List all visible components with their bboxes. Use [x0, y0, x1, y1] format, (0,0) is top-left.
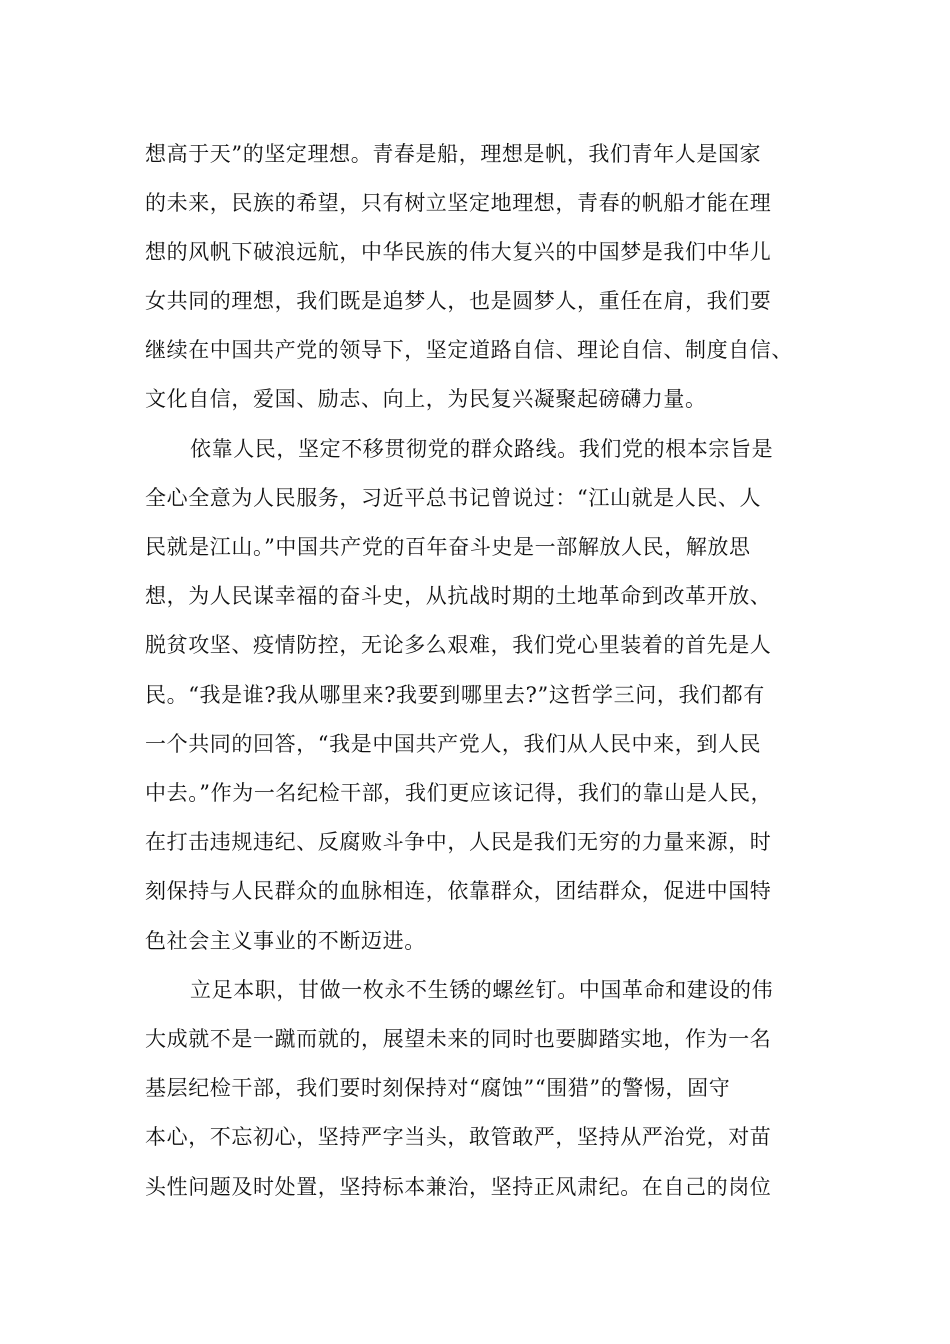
text-line: 一个共同的回答，“我是中国共产党人，我们从人民中来，到人民: [145, 732, 762, 756]
text-line: 本心，不忘初心，坚持严字当头，敢管敢严，坚持从严治党，对苗: [145, 1125, 772, 1149]
text-line: 民就是江山。”中国共产党的百年奋斗史是一部解放人民，解放思: [145, 535, 751, 559]
text-line: 脱贫攻坚、疫情防控，无论多么艰难，我们党心里装着的首先是人: [145, 633, 772, 657]
text-line: 继续在中国共产党的领导下，坚定道路自信、理论自信、制度自信、: [145, 338, 793, 362]
text-line: 的未来，民族的希望，只有树立坚定地理想，青春的帆船才能在理: [145, 191, 772, 215]
text-line: 想，为人民谋幸福的奋斗史，从抗战时期的土地革命到改革开放、: [145, 584, 772, 608]
text-line: 大成就不是一蹴而就的，展望未来的同时也要脚踏实地，作为一名: [145, 1027, 772, 1051]
paragraph-start-line: 立足本职，甘做一枚永不生锈的螺丝钉。中国革命和建设的伟: [190, 978, 774, 1002]
text-line: 在打击违规违纪、反腐败斗争中，人民是我们无穷的力量来源，时: [145, 830, 772, 854]
text-line: 中去。”作为一名纪检干部，我们更应该记得，我们的靠山是人民，: [145, 781, 773, 805]
paragraph-start-line: 依靠人民，坚定不移贯彻党的群众路线。我们党的根本宗旨是: [190, 437, 774, 461]
text-line: 色社会主义事业的不断迈进。: [145, 929, 426, 953]
text-line: 想高于天”的坚定理想。青春是船，理想是帆，我们青年人是国家: [145, 142, 762, 166]
text-line: 全心全意为人民服务，习近平总书记曾说过：“江山就是人民、人: [145, 486, 762, 510]
text-line: 头性问题及时处置，坚持标本兼治，坚持正风肃纪。在自己的岗位: [145, 1175, 772, 1199]
text-line: 刻保持与人民群众的血脉相连，依靠群众，团结群众，促进中国特: [145, 879, 772, 903]
text-line: 基层纪检干部，我们要时刻保持对“腐蚀”“围猎”的警惕，固守: [145, 1076, 731, 1100]
text-line: 想的风帆下破浪远航，中华民族的伟大复兴的中国梦是我们中华儿: [145, 240, 772, 264]
text-line: 民。“我是谁?我从哪里来?我要到哪里去?”这哲学三问，我们都有: [145, 683, 765, 707]
text-line: 文化自信，爱国、励志、向上，为民复兴凝聚起磅礴力量。: [145, 387, 707, 411]
text-line: 女共同的理想，我们既是追梦人，也是圆梦人，重任在肩，我们要: [145, 289, 772, 313]
